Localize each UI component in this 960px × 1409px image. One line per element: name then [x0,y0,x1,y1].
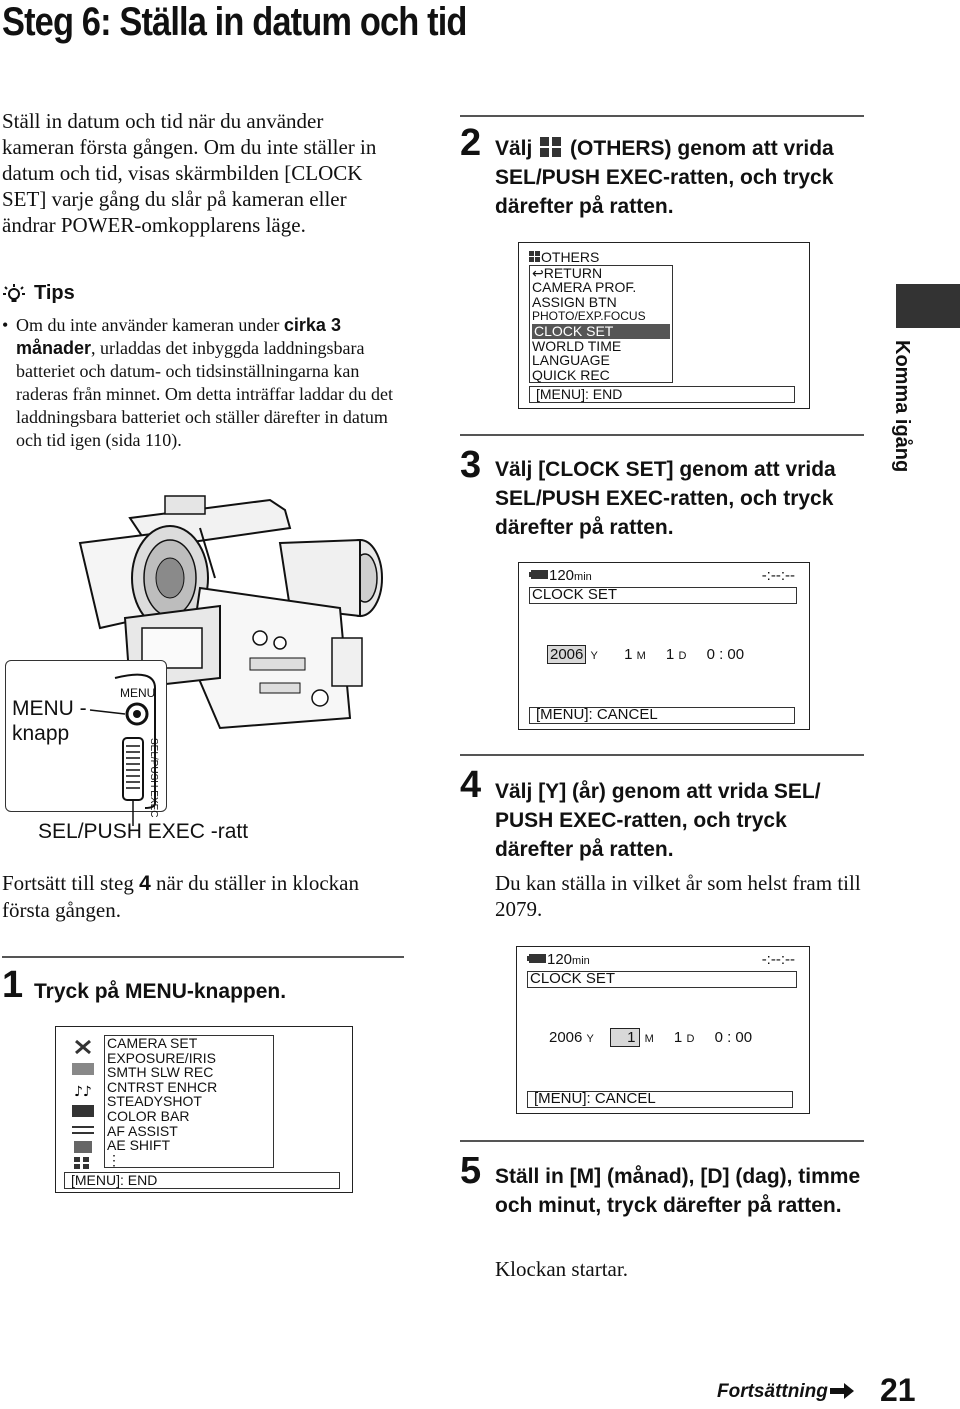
menu-item[interactable]: PHOTO/EXP.FOCUS [532,309,646,324]
month-field[interactable]: 1 [624,646,633,663]
menu-knapp-line1: MENU - [12,697,87,720]
page-number: 21 [880,1372,916,1408]
intro-text: Ställ in datum och tid när du använder kameran första gången. Om du inte ställer in datum och tid, visas skärmbilden [CLOCK SET] varje gång du slår på kameran eller ändrar POWER-omkopplarens läge. [2,109,377,237]
day-field[interactable]: 1 [673,1029,683,1046]
day-unit: D [678,650,687,662]
display-icon [72,1105,94,1117]
memory-icon [74,1141,92,1153]
step4-text: Välj [Y] (år) genom att vrida SEL/ PUSH EXEC-ratten, och tryck därefter på ratten. [495,780,821,861]
menu-icon-column [64,1033,100,1169]
year-unit: Y [590,650,598,662]
others-small-icon [529,251,541,262]
menu-item[interactable]: ASSIGN BTN [532,293,617,310]
tip-bullet: • [2,315,9,335]
footer-continue [717,1381,854,1403]
return-label: RETURN [543,264,603,281]
step2-number: 2 [460,122,482,164]
continue-prefix: Fortsätt till steg [2,871,140,895]
menu-item[interactable]: COLOR BAR [107,1107,190,1124]
clock-footer: [MENU]: CANCEL [529,707,795,724]
section-label [890,340,926,480]
step5-note: Klockan startar. [495,1257,628,1281]
continue-text [2,870,402,923]
footer-continue-text: Fortsättning [717,1381,828,1402]
time-code: -:--:-- [761,567,795,584]
menu-item[interactable]: WORLD TIME [532,337,622,354]
clock-screen-1 [518,562,810,730]
arrows-icon [72,1127,94,1133]
page-title: Steg 6: Ställa in datum och tid [2,0,467,44]
time-code: -:--:-- [761,951,795,968]
others-title-row [529,250,679,265]
menu-item[interactable]: CAMERA PROF. [532,279,637,296]
year-field[interactable]: 2006 [549,1029,583,1046]
tape-icon [72,1063,94,1075]
step1-text: Tryck på MENU-knappen. [34,980,287,1003]
tip-item [2,314,402,452]
menu-item[interactable]: CNTRST ENHCR [107,1078,218,1095]
menu-more: ⋮ [107,1151,121,1168]
others-icon [74,1157,89,1169]
step2-rule [460,115,864,117]
menu-item[interactable]: AF ASSIST [107,1122,178,1139]
menu-screen [55,1026,353,1193]
clock-screen-2 [516,946,810,1114]
date-row [549,1031,752,1047]
lightbulb-icon [2,283,26,307]
camera-set-icon [76,1041,90,1053]
step5-text: Ställ in [M] (månad), [D] (dag), timme och minut, tryck därefter på ratten. [495,1165,861,1217]
menu-item[interactable]: QUICK REC [532,366,610,383]
dial-caption: SEL/PUSH EXEC -ratt [38,820,249,843]
tips-header [2,280,402,310]
step3-text: Välj [CLOCK SET] genom att vrida SEL/PUSH EXEC-ratten, och tryck därefter på ratten. [495,458,836,539]
dial-label: SEL/PUSH EXEC [148,738,159,818]
step2-text-pre: Välj [495,137,539,160]
year-unit: Y [586,1033,594,1045]
clock-field[interactable]: 0 : 00 [706,646,745,663]
step2-text [495,134,865,221]
section-tab [896,284,960,328]
clock-set-title: CLOCK SET [529,587,797,604]
tip-text-start: Om du inte använder kameran under [16,315,284,335]
day-unit: D [686,1033,695,1045]
tip-text-bold: cirka 3 månader [16,315,341,358]
continue-step: 4 [139,872,151,895]
battery-indicator [527,953,590,969]
menu-item[interactable]: CAMERA SET [107,1035,198,1051]
battery-value: 120 [549,567,575,584]
step3-number: 3 [460,444,482,486]
step4-number: 4 [460,764,482,806]
clock-set-title: CLOCK SET [527,971,797,988]
menu-item[interactable]: EXPOSURE/IRIS [107,1049,216,1066]
section-label-text: Komma igång [891,340,913,473]
battery-indicator [529,569,592,585]
menu-list [104,1035,274,1168]
continue-suffix: när du ställer in klockan första gången. [2,871,359,922]
battery-unit: min [574,571,592,583]
tip-text-end: , urladdas det inbyggda laddningsbara batteriet och datum- och tidsinställningarna kan raderas från minnet. Om detta inträffar laddar du det laddningsbara batteriet och ställer därefter in datum och tid igen (sida 110). [16,338,394,450]
battery-unit: min [572,955,590,967]
battery-icon [529,569,549,580]
others-list [529,250,679,383]
month-field[interactable]: 1 [610,1028,640,1047]
month-unit: M [636,650,646,662]
menu-item-selected[interactable]: CLOCK SET [532,324,670,339]
menu-footer: [MENU]: END [64,1172,340,1189]
step5-number: 5 [460,1150,482,1192]
menu-knapp-line2: knapp [12,722,70,745]
clock-field[interactable]: 0 : 00 [714,1029,753,1046]
step5-rule [460,1140,864,1142]
step3-rule [460,434,864,436]
others-icon [538,136,564,158]
year-field[interactable]: 2006 [547,645,586,664]
menu-button-label: MENU [120,686,156,700]
step4-rule [460,754,864,756]
others-footer: [MENU]: END [529,386,795,403]
step1-rule [2,956,404,958]
battery-icon [527,953,547,964]
menu-item[interactable]: STEADYSHOT [107,1093,202,1110]
menu-item[interactable]: LANGUAGE [532,352,610,369]
step1-number: 1 [2,964,24,1006]
menu-item[interactable]: SMTH SLW REC [107,1064,214,1081]
others-title: OTHERS [541,249,600,265]
music-icon: ♪♪ [74,1084,92,1100]
step4-note: Du kan ställa in vilket år som helst fram till 2079. [495,871,861,921]
month-unit: M [644,1033,654,1045]
return-icon: ↩ [532,264,544,281]
step2-text-post: (OTHERS) genom att vrida SEL/PUSH EXEC-ratten, och tryck därefter på ratten. [495,137,834,218]
return-item[interactable] [532,266,670,281]
date-row [547,648,744,664]
clock-footer: [MENU]: CANCEL [527,1091,793,1108]
tips-heading: Tips [34,282,75,304]
menu-item[interactable]: AE SHIFT [107,1137,171,1154]
arrow-right-icon [830,1383,854,1399]
battery-value: 120 [547,951,573,968]
others-items [529,265,673,384]
day-field[interactable]: 1 [665,646,675,663]
others-screen [518,242,810,409]
menu-knapp-label [12,696,87,746]
